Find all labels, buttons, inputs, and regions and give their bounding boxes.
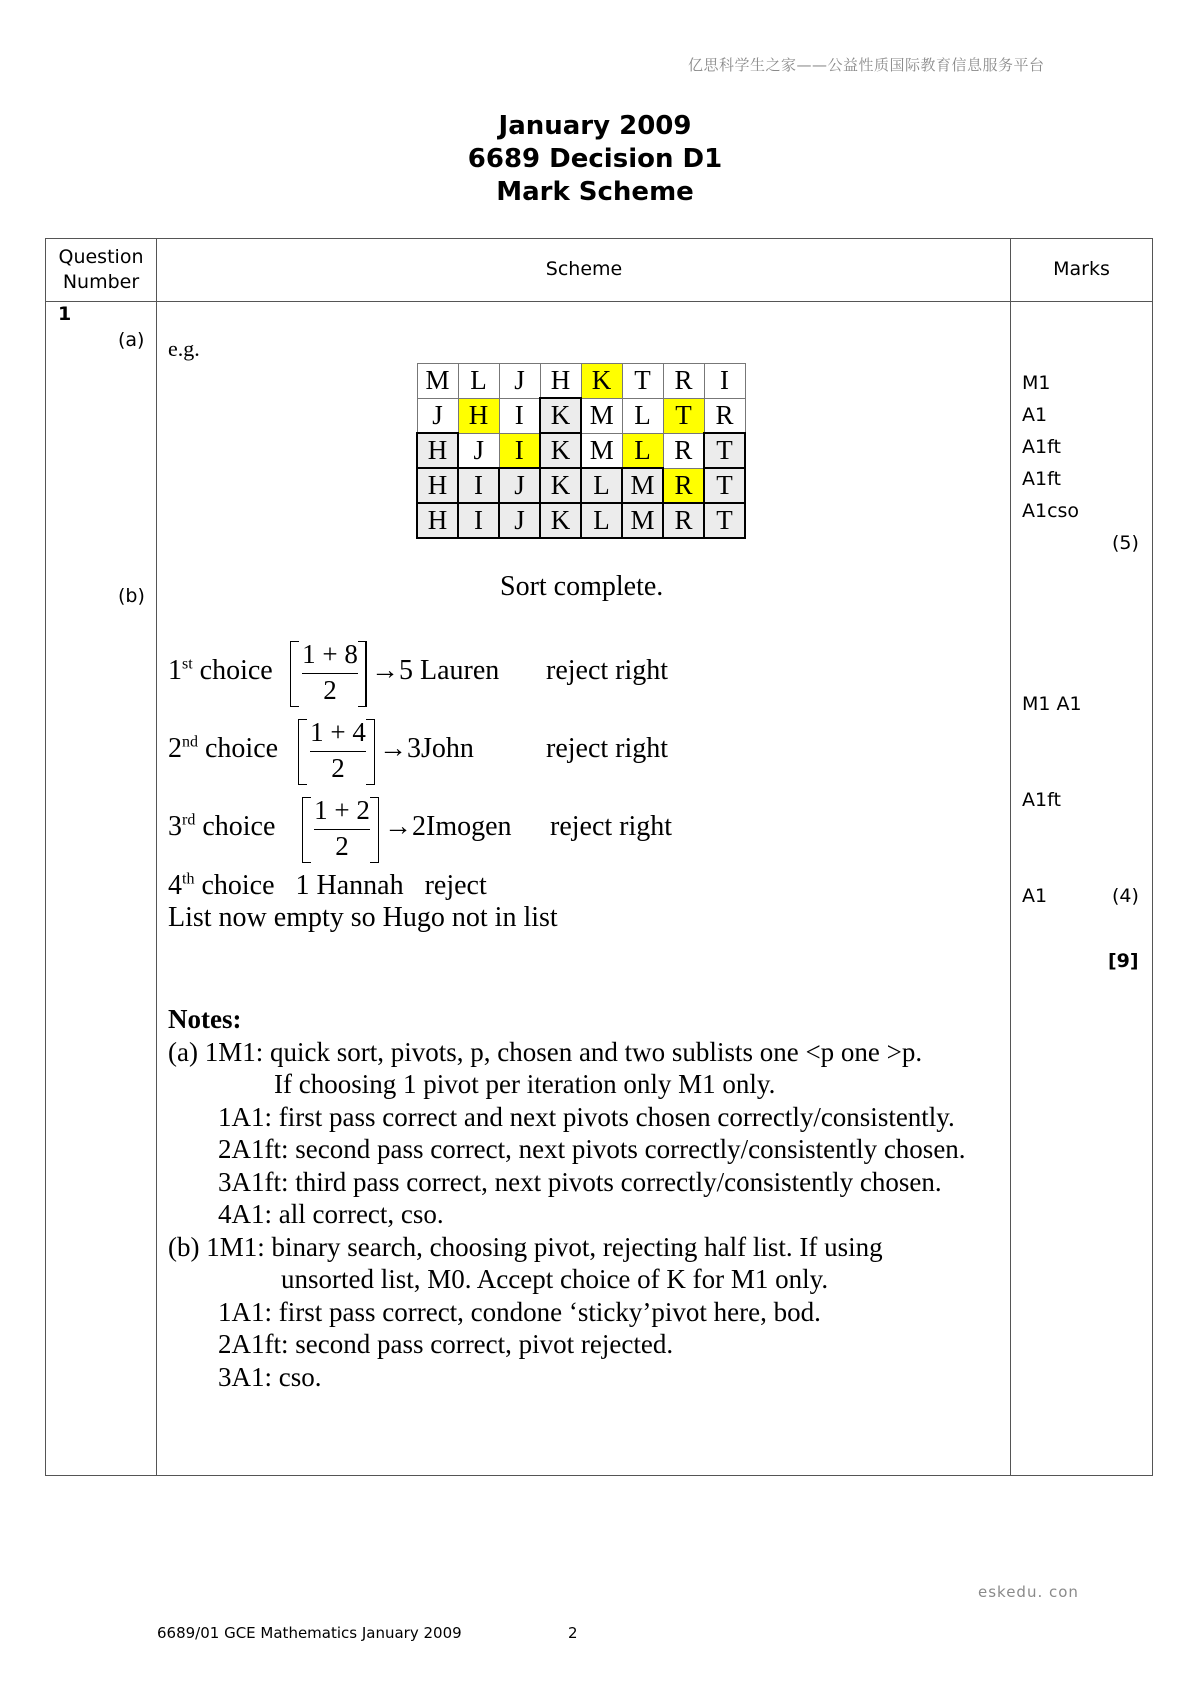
footer-title: 6689/01 GCE Mathematics January 2009 <box>157 1624 462 1642</box>
fraction-numerator: 1 + 2 <box>314 795 370 825</box>
notes-section <box>168 1003 966 1393</box>
choice-2-result <box>379 733 474 765</box>
result-index: 5 <box>399 655 413 686</box>
mark-a-3: A1ft <box>1022 436 1061 458</box>
column-divider <box>156 239 157 1475</box>
arrow: → <box>371 655 399 686</box>
grid-cell: R <box>663 433 704 468</box>
note-line: (a) 1M1: quick sort, pivots, p, chosen and two sublists one <p one >p. <box>168 1036 923 1067</box>
choice-3-result <box>384 811 512 843</box>
sort-pass-row <box>417 433 745 468</box>
grid-cell: I <box>704 364 745 399</box>
ordinal-suffix: nd <box>182 733 198 751</box>
sort-pass-row <box>417 364 745 399</box>
note-line: (b) 1M1: binary search, choosing pivot, rejecting half list. If using <box>168 1231 883 1262</box>
sort-pass-row <box>417 468 745 503</box>
header-divider <box>46 301 1152 302</box>
choice-2-label <box>168 733 278 765</box>
grid-cell-fixed: M <box>622 503 663 538</box>
mark-b-1: M1 A1 <box>1022 693 1082 715</box>
grid-cell: L <box>622 398 663 433</box>
grid-cell: I <box>499 398 540 433</box>
part-b-label: (b) <box>118 585 145 607</box>
mark-b-total: (4) <box>1112 885 1139 907</box>
grid-cell-pivot: I <box>499 433 540 468</box>
result-name: Imogen <box>426 811 512 842</box>
result-index: 3 <box>407 733 421 764</box>
choice-4-line <box>168 870 487 902</box>
grid-cell-fixed: K <box>540 398 581 433</box>
grid-cell-fixed: I <box>458 468 499 503</box>
title-date: January 2009 <box>498 111 692 141</box>
grid-cell: M <box>417 364 458 399</box>
note-line: 1A1: first pass correct, condone ‘sticky’pivot here, bod. <box>218 1296 821 1327</box>
note-line: 3A1: cso. <box>218 1361 322 1392</box>
choice-word: choice <box>205 733 279 764</box>
grid-cell-fixed: R <box>663 503 704 538</box>
result-name: Lauren <box>420 655 500 686</box>
list-empty-statement: List now empty so Hugo not in list <box>168 902 558 933</box>
note-line: 4A1: all correct, cso. <box>218 1199 444 1229</box>
left-bracket <box>290 641 299 707</box>
notes-title: Notes: <box>168 1004 242 1034</box>
grid-cell-pivot: T <box>663 398 704 433</box>
column-divider <box>1010 239 1011 1475</box>
grid-cell-fixed: I <box>458 503 499 538</box>
grid-cell: M <box>581 398 622 433</box>
mark-grand-total: [9] <box>1108 950 1139 972</box>
right-bracket <box>358 641 367 707</box>
grid-cell-pivot: L <box>622 433 663 468</box>
note-line: 3A1ft: third pass correct, next pivots correctly/consistently chosen. <box>218 1166 942 1197</box>
choice-word: choice <box>202 811 276 842</box>
grid-cell-fixed: J <box>499 503 540 538</box>
ordinal-suffix: st <box>182 655 193 673</box>
left-bracket <box>302 797 311 863</box>
fraction-bar <box>310 751 366 752</box>
ordinal-suffix: rd <box>182 811 196 829</box>
mark-a-5: A1cso <box>1022 500 1080 522</box>
fraction-denominator: 2 <box>335 831 349 861</box>
title-doc: Mark Scheme <box>496 177 694 207</box>
grid-cell: J <box>458 433 499 468</box>
grid-cell: L <box>458 364 499 399</box>
grid-cell-fixed: T <box>704 433 745 468</box>
grid-cell-pivot: H <box>458 398 499 433</box>
header-question-label: Question <box>58 246 144 268</box>
grid-cell-fixed: L <box>581 468 622 503</box>
grid-cell: T <box>622 364 663 399</box>
grid-cell: M <box>581 433 622 468</box>
grid-cell-fixed: K <box>540 468 581 503</box>
fraction-bar <box>302 673 358 674</box>
arrow: → <box>379 733 407 764</box>
grid-cell-fixed: K <box>540 433 581 468</box>
mark-a-4: A1ft <box>1022 468 1061 490</box>
grid-cell-fixed: K <box>540 503 581 538</box>
grid-cell: H <box>540 364 581 399</box>
page-number: 2 <box>568 1624 578 1642</box>
grid-cell: R <box>663 364 704 399</box>
header-question-number <box>46 245 156 295</box>
watermark-top: 亿思科学生之家——公益性质国际教育信息服务平台 <box>688 56 1045 74</box>
choice-1-action: reject right <box>546 655 669 686</box>
left-bracket <box>298 719 307 785</box>
fraction-numerator: 1 + 4 <box>310 717 366 747</box>
grid-cell-fixed: H <box>417 503 458 538</box>
fraction-numerator: 1 + 8 <box>302 639 358 669</box>
grid-cell-fixed: T <box>704 503 745 538</box>
choice-3-action: reject right <box>550 811 673 842</box>
mark-a-total: (5) <box>1112 532 1139 554</box>
fraction-bar <box>314 829 370 830</box>
result-name: John <box>421 733 474 764</box>
mark-a-1: M1 <box>1022 372 1051 394</box>
grid-cell-pivot: R <box>663 468 704 503</box>
fraction-denominator: 2 <box>323 675 337 705</box>
note-line: 2A1ft: second pass correct, pivot rejected. <box>218 1329 674 1359</box>
grid-cell-fixed: H <box>417 468 458 503</box>
choice-1-result <box>371 655 499 687</box>
ordinal: 1 <box>168 655 182 686</box>
grid-cell-fixed: M <box>622 468 663 503</box>
watermark-bottom: eskedu. con <box>978 1583 1079 1601</box>
title-paper: 6689 Decision D1 <box>467 144 723 174</box>
sort-pass-row <box>417 503 745 538</box>
part-a-label: (a) <box>118 329 145 351</box>
grid-cell: R <box>704 398 745 433</box>
choice-4-text: choice 1 Hannah reject <box>201 870 487 901</box>
choice-2-action: reject right <box>546 733 669 764</box>
eg-label: e.g. <box>168 336 200 361</box>
quick-sort-grid <box>416 363 746 539</box>
grid-cell-pivot: K <box>581 364 622 399</box>
mark-b-2: A1ft <box>1022 789 1061 811</box>
ordinal: 3 <box>168 811 182 842</box>
grid-cell-fixed: T <box>704 468 745 503</box>
choice-3-label <box>168 811 275 843</box>
ordinal: 4 <box>168 870 182 901</box>
mark-b-3: A1 <box>1022 885 1048 907</box>
header-marks: Marks <box>1053 258 1110 280</box>
question-number: 1 <box>58 303 72 325</box>
grid-cell-fixed: L <box>581 503 622 538</box>
fraction-denominator: 2 <box>331 753 345 783</box>
ordinal-suffix: th <box>182 870 195 888</box>
grid-cell-fixed: J <box>499 468 540 503</box>
mark-a-2: A1 <box>1022 404 1048 426</box>
grid-cell-fixed: H <box>417 433 458 468</box>
grid-cell: J <box>417 398 458 433</box>
header-number-label: Number <box>62 271 140 293</box>
choice-1-label <box>168 655 273 687</box>
right-bracket <box>366 719 375 785</box>
right-bracket <box>370 797 379 863</box>
page-title <box>0 110 1190 209</box>
arrow: → <box>384 811 412 842</box>
header-scheme: Scheme <box>545 258 623 280</box>
note-line: 1A1: first pass correct and next pivots chosen correctly/consistently. <box>218 1101 955 1132</box>
note-line: If choosing 1 pivot per iteration only M1 only. <box>274 1069 776 1099</box>
sort-complete: Sort complete. <box>500 571 664 602</box>
ordinal: 2 <box>168 733 182 764</box>
note-line: unsorted list, M0. Accept choice of K for M1 only. <box>281 1264 829 1294</box>
sort-pass-row <box>417 398 745 433</box>
result-index: 2 <box>412 811 426 842</box>
grid-cell: J <box>499 364 540 399</box>
choice-word: choice <box>199 655 273 686</box>
note-line: 2A1ft: second pass correct, next pivots correctly/consistently chosen. <box>218 1134 966 1164</box>
